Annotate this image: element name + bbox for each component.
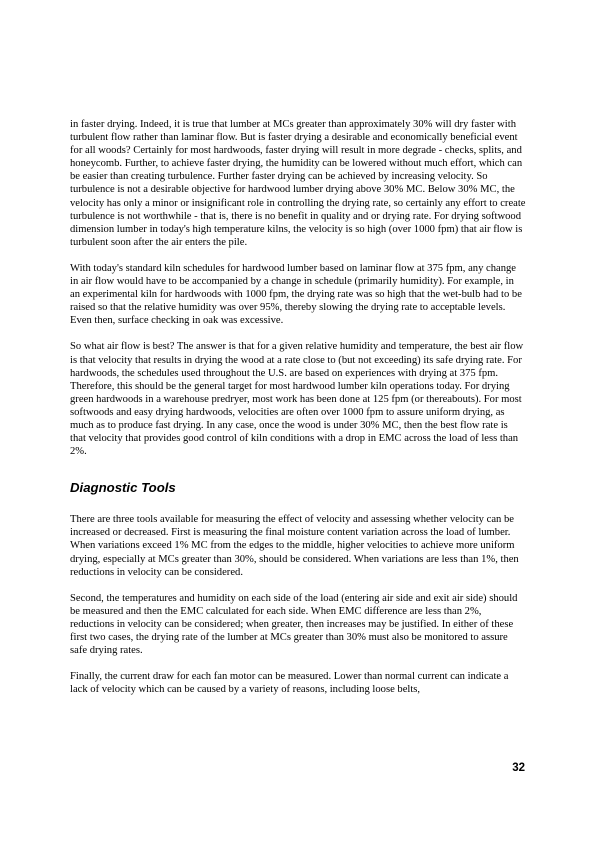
page-body (70, 118, 526, 696)
paragraph-third-tool: Finally, the current draw for each fan motor can be measured. Lower than normal current can indicate a lack of velocity which can be caused by a variety of reasons, including loose belts, (70, 671, 509, 696)
paragraph-tools-intro: There are three tools available for measuring the effect of velocity and assessing whether velocity can be increased or decreased. First is measuring the final moisture content variation across the load of lumber. When variations exceed 1% MC from the edges to the middle, higher velocities to achieve more uniform drying, especially at MCs greater than 30%, should be considered. When variations are less than 1%, then reductions in velocity can be considered. (70, 514, 519, 578)
paragraph-second-tool: Second, the temperatures and humidity on each side of the load (entering air side and exit air side) should be measured and then the EMC calculated for each side. When EMC difference are less than 2%, reductions in velocity can be considered; when greater, then increases may be justified. In either of these first two cases, the drying rate of the lumber at MCs greater than 30% must also be monitored to assure safe drying rates. (70, 592, 518, 657)
page-number: 32 (512, 762, 525, 774)
section-heading: Diagnostic Tools (70, 480, 176, 496)
paragraph-kiln-schedules: With today's standard kiln schedules for hardwood lumber based on laminar flow at 375 fpm, any change in air flow would have to be accompanied by a change in schedule (primarily humidity). For example, in an experimental kiln for hardwoods with 1000 fpm, the drying rate was so high that the wet-bulb had to be raised so that the relative humidity was over 95%, thereby slowing the drying rate to acceptable levels. Even then, surface checking in oak was excessive. (70, 262, 522, 327)
paragraph-best-air-flow: So what air flow is best? The answer is that for a given relative humidity and temperature, the best air flow is that velocity that results in drying the wood at a rate close to (but not exceeding) its safe drying rate. For hardwoods, the schedules used throughout the U.S. are based on experiences with drying at 375 fpm. Therefore, this should be the general target for most hardwood lumber kiln operations today. For drying green hardwoods in a warehouse predryer, most work has been done at 125 fpm (or thereabouts). For most softwoods and easy drying hardwoods, velocities are often over 1000 fpm to assure uniform drying, as much as to produce fast drying. In any case, once the wood is under 30% MC, then the best flow rate is that velocity that provides good control of kiln conditions with a drop in EMC across the load of less than 2%. (70, 341, 524, 458)
paragraph-turbulence: in faster drying. Indeed, it is true that lumber at MCs greater than approximately 30% will dry faster with turbulent flow rather than laminar flow. But is faster drying a desirable and economically beneficial event for all woods? Certainly for most hardwoods, faster drying will result in more degrade - checks, splits, and honeycomb. Further, to achieve faster drying, the humidity can be lowered without much effort, which can be easier than creating turbulence. Further faster drying can be achieved by increasing velocity. So turbulence is not a desirable objective for hardwood lumber drying above 30% MC. Below 30% MC, the velocity has only a minor or insignificant role in controlling the drying rate, so certainly any effort to create turbulence is not worthwhile - that is, there is no benefit in quality and or drying rate. For drying softwood dimension lumber in today's high temperature kilns, the velocity is so high (over 1000 fpm) that air flow is turbulent soon after the air enters the pile. (70, 119, 526, 248)
